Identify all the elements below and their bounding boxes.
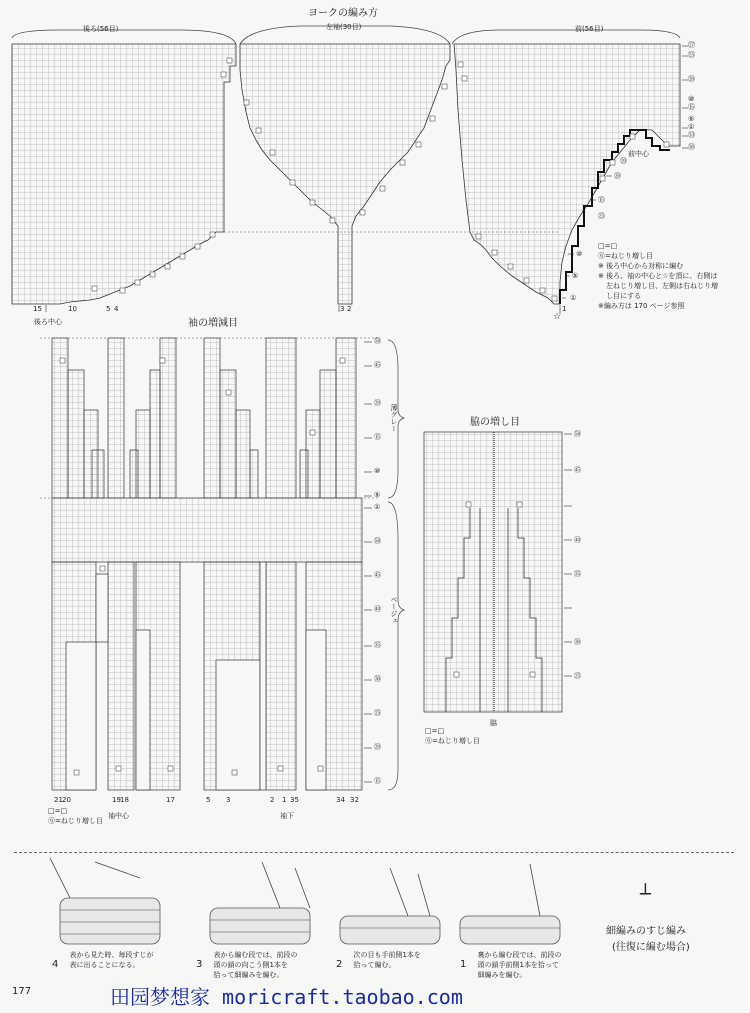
yoke-left-row-20 (614, 173, 621, 180)
step-text: 裏から編む段では、前段の (477, 951, 562, 959)
step-number: 4 (52, 959, 59, 970)
sleeve-legend (48, 808, 103, 825)
sleeve-num-5: 5 (206, 796, 211, 804)
sleeve-under: 袖下 (280, 812, 294, 820)
yoke-num-5: 5 (106, 305, 111, 313)
yoke-num-2: 2 (347, 305, 352, 313)
row-number: ⑮ (688, 103, 695, 111)
sleeve-num-21: 21 (54, 796, 63, 804)
sleeve-row-15: ⑮ (374, 433, 381, 441)
step-number: 3 (196, 959, 203, 970)
yoke-row-5 (688, 116, 694, 123)
row-number: ㉕ (598, 212, 605, 220)
sleeve-chart (0, 330, 420, 800)
section-divider (14, 852, 734, 853)
step-text: 表に出ることになる。 (69, 961, 140, 969)
sleeve-num-19: 19 (112, 796, 121, 804)
yoke-back-center: 後ろ中心 (34, 318, 62, 326)
yoke-row-25 (688, 52, 695, 59)
sleeve-num-35: 35 (290, 796, 299, 804)
yoke-row-27 (688, 42, 695, 49)
yoke-legend (598, 243, 746, 310)
yoke-left-row-10 (576, 251, 582, 258)
yoke-left-row-5 (572, 273, 578, 280)
stitch-title: 細編みのすじ編み (606, 926, 686, 937)
yoke-row-20 (688, 76, 695, 83)
yoke-row-1 (688, 124, 694, 131)
row-number: ⑤ (688, 115, 695, 123)
yoke-sleeve-label: 左袖(30目) (326, 23, 362, 31)
yoke-num-15: 15 (33, 305, 42, 313)
yoke-num-10: 10 (68, 305, 77, 313)
yoke-inner-row-25 (598, 213, 605, 220)
row-number: ㉚ (688, 143, 695, 151)
row-number: ㉝ (688, 131, 695, 139)
sleeve-row-15b: ⑮ (374, 777, 381, 785)
sleeve-row-5: ⑤ (374, 491, 381, 499)
yoke-num-3: 3 (340, 305, 345, 313)
side-row-45: ㊵ (574, 536, 581, 544)
step-1 (460, 952, 561, 979)
step-3 (196, 952, 297, 979)
sleeve-row-50: ㊺ (374, 361, 381, 369)
sleeve-row-40: ㊵ (374, 605, 381, 613)
legend-note-4: し目にする (606, 292, 641, 300)
sleeve-num-20: 20 (62, 796, 71, 804)
step-text: 次の目も手前側1本を (353, 951, 421, 959)
row-number: ⑳ (614, 172, 621, 180)
side-row-35: ㉚ (574, 638, 581, 646)
sleeve-side-bottom: ベージュ (390, 596, 398, 624)
sleeve-row-20: ⑳ (374, 399, 381, 407)
row-number: ① (570, 294, 577, 302)
legend-note-5: ※編み方は 170 ページ参照 (598, 302, 685, 310)
yoke-row-10 (688, 96, 694, 103)
legend-note-1: ※ 後ろ中心から対称に編む (598, 262, 684, 270)
legend-twist: ⓠ=ねじり増し目 (425, 737, 480, 745)
step-text: 頭の鎖手前側1本を拾って (477, 961, 559, 969)
side-row-30: ㉕ (574, 672, 581, 680)
yoke-num-1: 1 (562, 305, 567, 313)
yoke-title: ヨークの編み方 (308, 8, 378, 19)
yoke-left-row-1 (570, 295, 576, 302)
row-number: ⑩ (688, 95, 695, 103)
sleeve-num-2: 2 (270, 796, 275, 804)
step-number: 2 (336, 959, 343, 970)
side-under: 脇 (490, 719, 497, 727)
yoke-row-15 (688, 104, 695, 111)
row-number: ㉕ (688, 51, 695, 59)
step-2 (336, 952, 421, 971)
yoke-front-center: 前中心 (628, 150, 649, 158)
bracket-sleeve (240, 23, 450, 44)
legend-knit: □=□ (598, 242, 618, 250)
sleeve-row-1: ① (374, 503, 381, 511)
row-number: ① (688, 123, 695, 131)
sleeve-row-55: ㊿ (374, 337, 381, 345)
legend-knit: □=□ (425, 727, 445, 735)
sleeve-row-35: ㉟ (374, 641, 381, 649)
stitch-symbol: ┴ (640, 884, 651, 905)
sleeve-num-1: 1 (282, 796, 287, 804)
bracket-back (12, 30, 236, 44)
legend-note-3: 左ねじり増し目、左側は右ねじり増 (606, 282, 718, 290)
yoke-left-row-15 (598, 197, 605, 204)
side-chart (420, 428, 590, 718)
watermark: 田园梦想家 moricraft.taobao.com (110, 985, 463, 1009)
sleeve-num-34: 34 (336, 796, 345, 804)
legend-knit: □=□ (48, 807, 68, 815)
sleeve-title: 袖の増減目 (188, 318, 238, 329)
yoke-num-4: 4 (114, 305, 119, 313)
stitch-illustrations (40, 858, 580, 950)
yoke-inner-row-20 (620, 158, 627, 165)
sleeve-row-20b: ⑳ (374, 743, 381, 751)
sleeve-side-top: 薄グレー (390, 404, 398, 432)
row-number: ⑩ (576, 250, 583, 258)
stitch-subtitle: (往復に編む場合) (612, 942, 690, 953)
step-text: 拾って編む。 (353, 961, 396, 969)
bracket-front (452, 30, 680, 44)
step-number: 1 (460, 959, 467, 970)
row-number: ⑤ (572, 272, 579, 280)
row-number: ⑳ (688, 75, 695, 83)
yoke-star: ☆ (553, 312, 562, 322)
sleeve-panel (240, 44, 450, 304)
sleeve-row-25: ㉕ (374, 709, 381, 717)
step-text: 表から見た時、毎段すじが (69, 951, 154, 959)
side-title: 脇の増し目 (470, 417, 520, 428)
row-number: ⑳ (620, 157, 627, 165)
sleeve-row-45: ㊺ (374, 571, 381, 579)
sleeve-num-18: 18 (120, 796, 129, 804)
sleeve-row-30: ㉚ (374, 675, 381, 683)
row-number: ⑮ (598, 196, 605, 204)
row-number: ㉗ (688, 41, 695, 49)
back-panel (12, 44, 236, 304)
side-row-40: ㉟ (574, 570, 581, 578)
yoke-row-30 (688, 144, 695, 151)
sleeve-row-50b: ㊿ (374, 537, 381, 545)
side-row-55: ㊿ (574, 430, 581, 438)
sleeve-row-10: ⑩ (374, 467, 381, 475)
sleeve-num-17: 17 (166, 796, 175, 804)
step-text: 拾って細編みを編む。 (213, 971, 284, 979)
sleeve-num-3: 3 (226, 796, 231, 804)
step-text: 表から編む段では、前段の (213, 951, 298, 959)
side-legend (425, 728, 480, 745)
legend-twist: ⓠ=ねじり増し目 (598, 252, 653, 260)
step-text: 細編みを編む。 (477, 971, 527, 979)
sleeve-center: 袖中心 (108, 812, 129, 820)
sleeve-num-32: 32 (350, 796, 359, 804)
side-row-50: ㊺ (574, 466, 581, 474)
legend-twist: ⓠ=ねじり増し目 (48, 817, 103, 825)
yoke-row-33 (688, 132, 695, 139)
legend-note-2: ※ 後ろ、袖の中心と☆を頂に、右側は (598, 272, 718, 280)
step-4 (52, 952, 153, 971)
yoke-back-label: 後ろ(56目) (83, 25, 119, 33)
step-text: 頭の鎖の向こう側1本を (213, 961, 288, 969)
yoke-front-label: 前(56目) (575, 25, 604, 33)
page-number: 177 (12, 986, 32, 997)
